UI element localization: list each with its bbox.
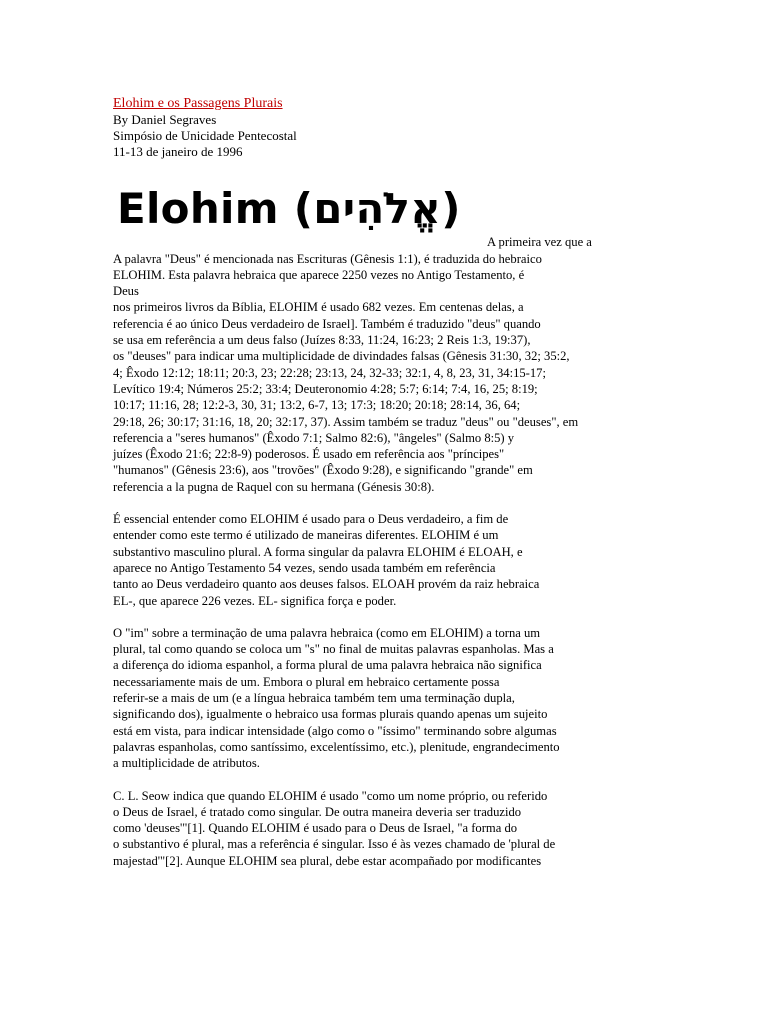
text-line: referencia a "seres humanos" (Êxodo 7:1; Salmo 82:6), "ângeles" (Salmo 8:5) y — [113, 430, 515, 445]
date-line: 11-13 de janeiro de 1996 — [113, 144, 243, 160]
paragraph-2 — [113, 511, 633, 609]
text-line: Deus — [113, 284, 139, 299]
text-line: nos primeiros livros da Bíblia, ELOHIM é usado 682 vezes. Em centenas delas, a — [113, 300, 524, 315]
text-line: "humanos" (Gênesis 23:6), aos "trovões" (Êxodo 9:28), e significando "grande" em — [113, 463, 533, 478]
text-line: É essencial entender como ELOHIM é usado para o Deus verdadeiro, a fim de — [113, 512, 509, 527]
text-line: necessariamente mais de um. Embora o plural em hebraico certamente possa — [113, 674, 500, 689]
paragraph-1 — [113, 234, 633, 495]
text-line: tanto ao Deus verdadeiro quanto aos deuses falsos. ELOAH provém da raiz hebraica — [113, 577, 540, 592]
text-line: referencia a la pugna de Raquel con su hermana (Génesis 30:8). — [113, 479, 435, 494]
text-line: aparece no Antigo Testamento 54 vezes, sendo usada também em referência — [113, 560, 496, 575]
text-line: 4; Êxodo 12:12; 18:11; 20:3, 23; 22:28; 23:13, 24, 32-33; 32:1, 4, 8, 23, 31, 34:15-17; — [113, 365, 546, 380]
title-link[interactable]: Elohim e os Passagens Plurais — [113, 96, 283, 111]
text-line: se usa em referência a um deus falso (Juízes 8:33, 11:24, 16:23; 2 Reis 1:3, 19:37), — [113, 333, 531, 348]
paragraph-4 — [113, 788, 633, 869]
text-line: 29:18, 26; 30:17; 31:16, 18, 20; 32:17, 37). Assim também se traduz "deus" ou "deuses", em — [113, 414, 579, 429]
text-line: majestad'"[2]. Aunque ELOHIM sea plural, debe estar acompañado por modificantes — [113, 853, 542, 868]
text-line: palavras espanholas, como santíssimo, excelentíssimo, etc.), plenitude, engrandecimento — [113, 739, 560, 754]
text-line: entender como este termo é utilizado de maneiras diferentes. ELOHIM é um — [113, 528, 499, 543]
text-line: EL-, que aparece 226 vezes. EL- significa força e poder. — [113, 593, 397, 608]
paragraph-3 — [113, 625, 633, 772]
big-heading: Elohim (אֱלֹהִים) — [117, 184, 461, 234]
text-line: está em vista, para indicar intensidade (algo como o "íssimo" terminando sobre algumas — [113, 723, 557, 738]
text-line: significando dos), igualmente o hebraico usa formas plurais quando apenas um sujeito — [113, 707, 548, 722]
text-line: plural, tal como quando se coloca um "s" no final de muitas palavras espanholas. Mas a — [113, 642, 554, 657]
text-line: referencia é ao único Deus verdadeiro de Israel]. Também é traduzido "deus" quando — [113, 316, 541, 331]
text-line: Levítico 19:4; Números 25:2; 33:4; Deuteronomio 4:28; 5:7; 6:14; 7:4, 16, 25; 8:19; — [113, 381, 538, 396]
text-line: o substantivo é plural, mas a referência é singular. Isso é às vezes chamado de 'plural de — [113, 837, 556, 852]
text-line: referir-se a mais de um (e a língua hebraica também tem uma terminação dupla, — [113, 691, 515, 706]
text-line: A primeira vez que a — [487, 235, 592, 250]
author-line: By Daniel Segraves — [113, 112, 217, 128]
text-line: A palavra "Deus" é mencionada nas Escrituras (Gênesis 1:1), é traduzida do hebraico — [113, 251, 542, 266]
text-line: juízes (Êxodo 21:6; 22:8-9) poderosos. É usado em referência aos "príncipes" — [113, 447, 505, 462]
text-line: a diferença do idioma espanhol, a forma plural de uma palavra hebraica não significa — [113, 658, 542, 673]
document-body — [113, 95, 633, 869]
text-line: ELOHIM. Esta palavra hebraica que aparece 2250 vezes no Antigo Testamento, é — [113, 267, 525, 282]
text-line: o Deus de Israel, é tratado como singular. De outra maneira deveria ser traduzido — [113, 804, 522, 819]
text-line: C. L. Seow indica que quando ELOHIM é usado "como um nome próprio, ou referido — [113, 788, 548, 803]
text-line: como 'deuses'"[1]. Quando ELOHIM é usado para o Deus de Israel, "a forma do — [113, 821, 518, 836]
text-line: substantivo masculino plural. A forma singular da palavra ELOHIM é ELOAH, e — [113, 544, 523, 559]
text-line: 10:17; 11:16, 28; 12:2-3, 30, 31; 13:2, 6-7, 13; 17:3; 18:20; 20:18; 28:14, 36, 64; — [113, 398, 521, 413]
text-line: os "deuses" para indicar uma multiplicidade de divindades falsas (Gênesis 31:30, 32; 35:2, — [113, 349, 570, 364]
event-line: Simpósio de Unicidade Pentecostal — [113, 128, 297, 144]
text-line: O "im" sobre a terminação de uma palavra hebraica (como em ELOHIM) a torna um — [113, 625, 541, 640]
text-line: a multiplicidade de atributos. — [113, 756, 260, 771]
